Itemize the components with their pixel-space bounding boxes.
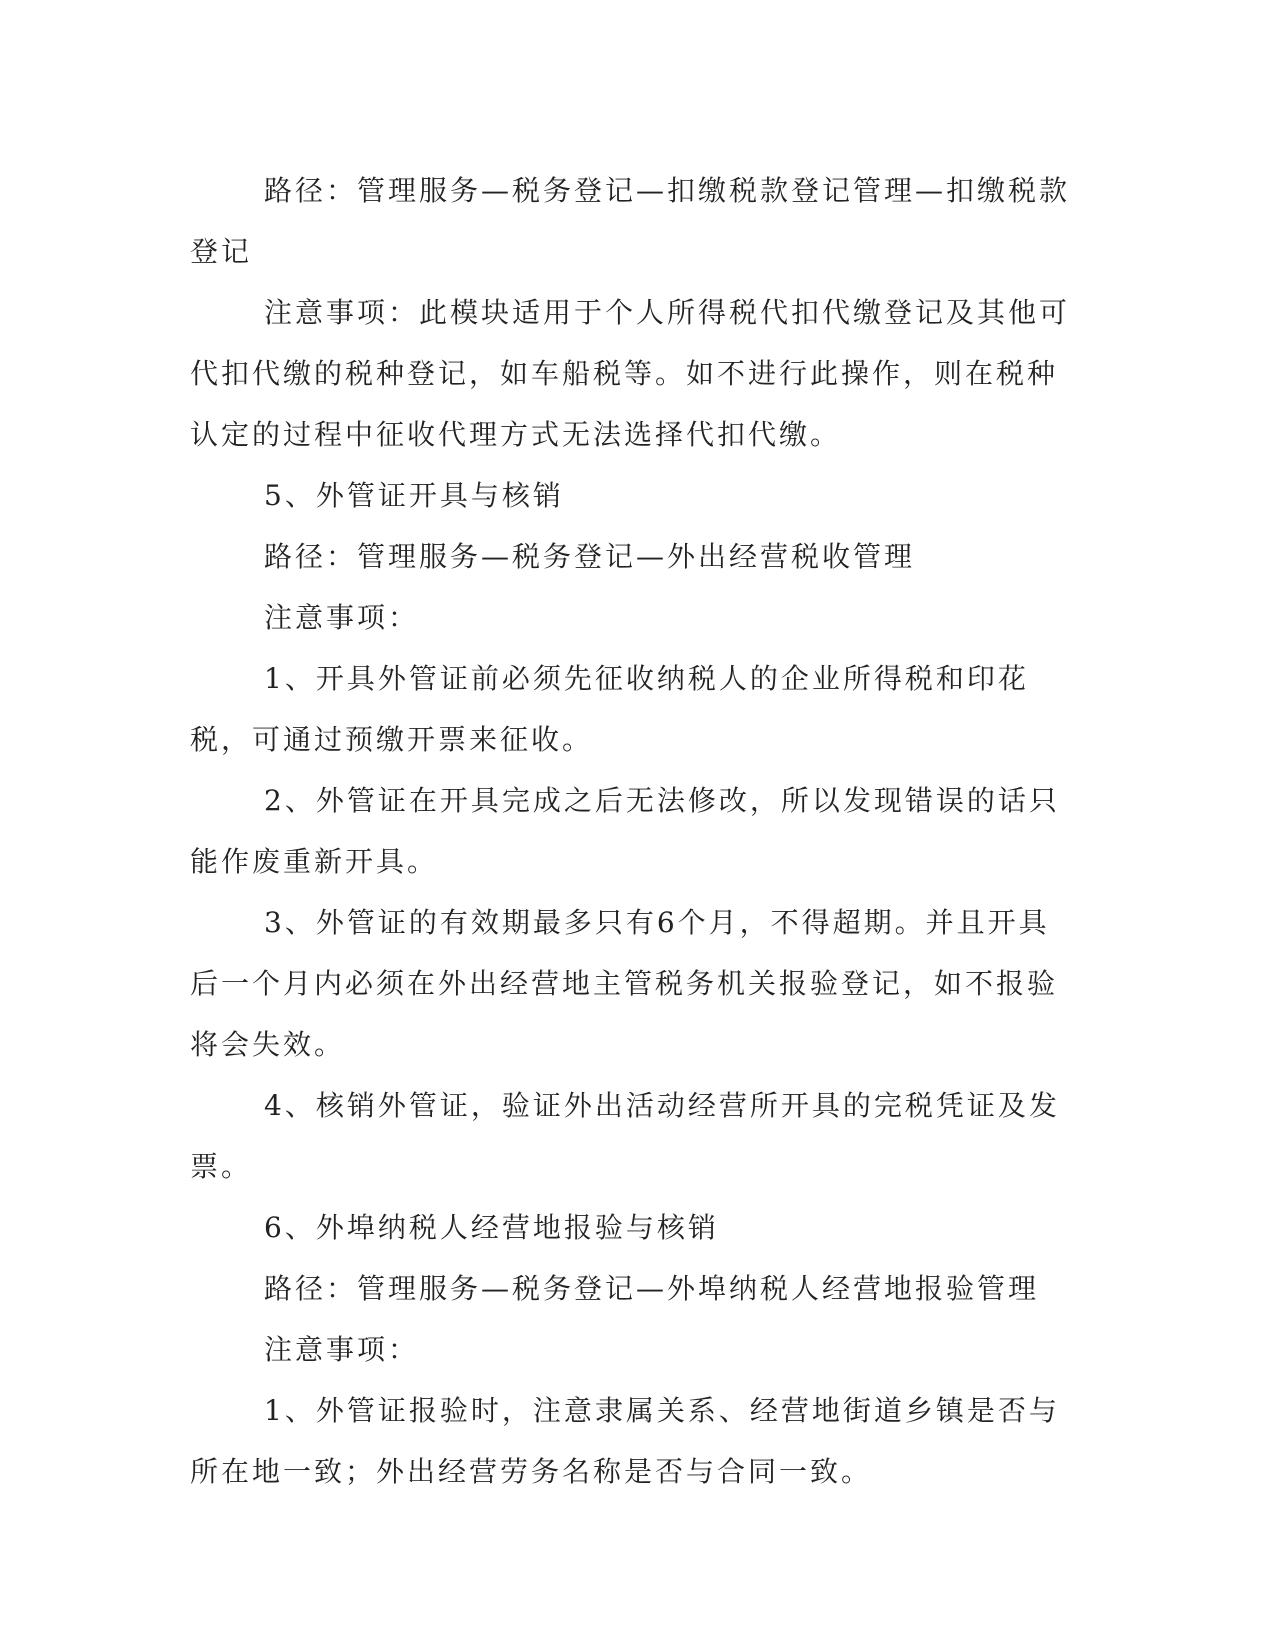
note-item-inspection-1: 1、外管证报验时，注意隶属关系、经营地街道乡镇是否与所在地一致；外出经营劳务名称是否与合同一致。	[190, 1394, 1060, 1488]
path-nonresident-inspection: 路径：管理服务—税务登记—外埠纳税人经营地报验管理	[264, 1272, 1040, 1305]
note-withholding-registration: 注意事项：此模块适用于个人所得税代扣代缴登记及其他可代扣代缴的税种登记，如车船税等。如不进行此操作，则在税种认定的过程中征收代理方式无法选择代扣代缴。	[190, 296, 1071, 451]
note-item-3: 3、外管证的有效期最多只有6个月，不得超期。并且开具后一个月内必须在外出经营地主管税务机关报验登记，如不报验将会失效。	[190, 906, 1059, 1061]
document-body	[190, 160, 1070, 1502]
note-item-4: 4、核销外管证，验证外出活动经营所开具的完税凭证及发票。	[190, 1089, 1060, 1183]
notes-label-2: 注意事项：	[264, 1333, 420, 1366]
section-heading-6: 6、外埠纳税人经营地报验与核销	[264, 1211, 719, 1244]
note-item-1: 1、开具外管证前必须先征收纳税人的企业所得税和印花税，可通过预缴开票来征收。	[190, 662, 1029, 756]
section-heading-5: 5、外管证开具与核销	[264, 479, 564, 512]
path-withholding-registration: 路径：管理服务—税务登记—扣缴税款登记管理—扣缴税款登记	[190, 174, 1071, 268]
note-item-2: 2、外管证在开具完成之后无法修改，所以发现错误的话只能作废重新开具。	[190, 784, 1060, 878]
path-outbound-business: 路径：管理服务—税务登记—外出经营税收管理	[264, 540, 916, 573]
notes-label-1: 注意事项：	[264, 601, 420, 634]
